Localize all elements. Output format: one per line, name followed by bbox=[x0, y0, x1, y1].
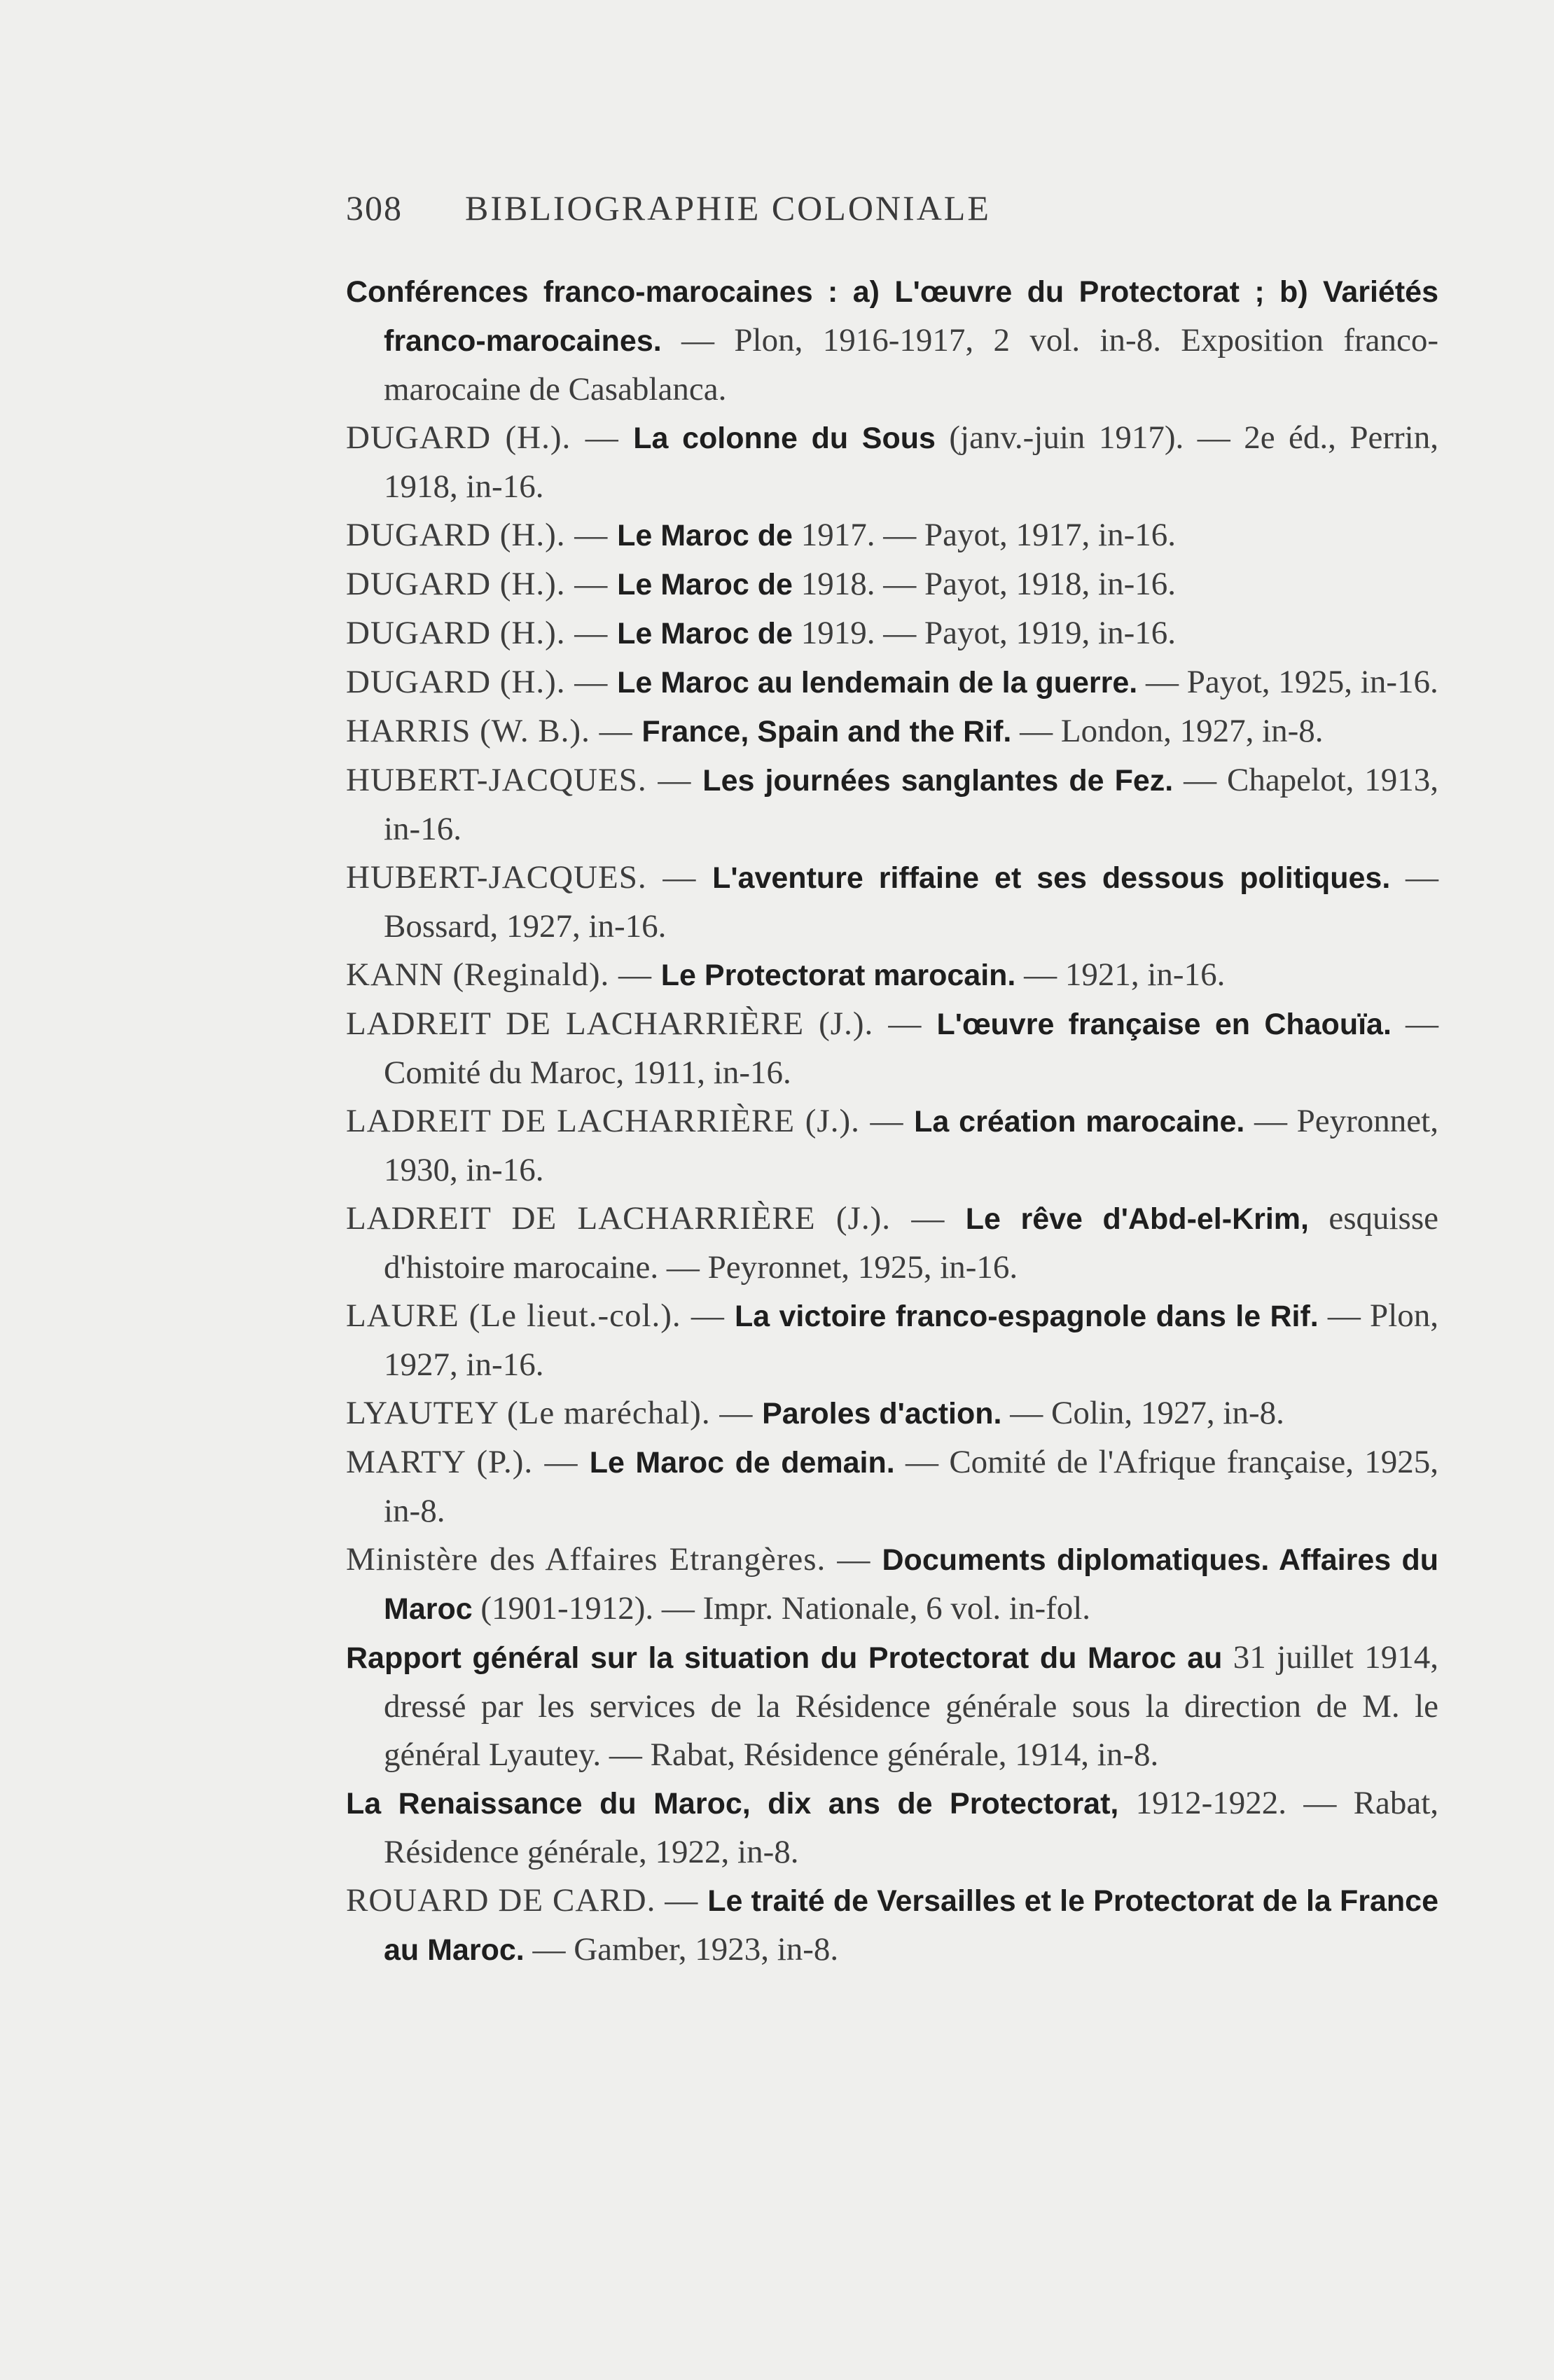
entry-title: Le traité de Versailles et le Protectorat de la France au Maroc. bbox=[384, 1884, 1439, 1967]
entry-author: HUBERT-JACQUES. — bbox=[346, 762, 703, 798]
bibliography-entry bbox=[346, 414, 1438, 511]
entry-details: — Chapelot, 1913, in-16. bbox=[384, 762, 1439, 847]
entry-author: KANN (Reginald). — bbox=[346, 956, 661, 993]
entry-details: — Plon, 1916-1917, 2 vol. in-8. Exposition franco-marocaine de Casablanca. bbox=[384, 322, 1438, 408]
entry-details: — Comité de l'Afrique française, 1925, in-8. bbox=[384, 1444, 1438, 1529]
entry-title: Les journées sanglantes de Fez. bbox=[702, 764, 1174, 798]
entry-details: — Colin, 1927, in-8. bbox=[1001, 1395, 1284, 1431]
entry-title: L'aventure riffaine et ses dessous politiques. bbox=[712, 861, 1391, 895]
entry-author: HUBERT-JACQUES. — bbox=[346, 859, 713, 896]
entry-author: LADREIT DE LACHARRIÈRE (J.). — bbox=[346, 1103, 915, 1139]
entry-details: (1901-1912). — Impr. Nationale, 6 vol. in-fol. bbox=[472, 1590, 1091, 1627]
entry-author: LADREIT DE LACHARRIÈRE (J.). — bbox=[346, 1005, 937, 1042]
bibliography-entry bbox=[346, 1097, 1438, 1195]
bibliography-entry bbox=[346, 854, 1438, 951]
bibliography-entry bbox=[346, 1536, 1438, 1634]
entry-title: Rapport général sur la situation du Protectorat du Maroc au bbox=[346, 1641, 1223, 1675]
entry-details: — Comité du Maroc, 1911, in-16. bbox=[384, 1005, 1438, 1091]
entry-details: — Plon, 1927, in-16. bbox=[384, 1297, 1438, 1383]
entry-details: 1918. — Payot, 1918, in-16. bbox=[792, 566, 1176, 602]
bibliography-entry bbox=[346, 1438, 1438, 1536]
entry-title: Conférences franco-marocaines : a) L'œuvre du Protectorat ; b) Variétés franco-marocaines. bbox=[346, 275, 1438, 358]
bibliography-entry bbox=[346, 658, 1438, 707]
entry-title: Paroles d'action. bbox=[762, 1397, 1002, 1431]
entry-details: — Payot, 1925, in-16. bbox=[1137, 664, 1438, 700]
bibliography-entry bbox=[346, 267, 1438, 414]
entry-details: 1919. — Payot, 1919, in-16. bbox=[792, 615, 1176, 651]
entry-details: esquisse d'histoire marocaine. — Peyronnet, 1925, in-16. bbox=[384, 1200, 1438, 1286]
entry-title: Le rêve d'Abd-el-Krim, bbox=[965, 1202, 1309, 1236]
running-head bbox=[346, 188, 1438, 228]
entry-title: France, Spain and the Rif. bbox=[641, 715, 1012, 749]
entry-title: La Renaissance du Maroc, dix ans de Protectorat, bbox=[346, 1787, 1119, 1821]
running-title: BIBLIOGRAPHIE COLONIALE bbox=[465, 188, 991, 228]
entry-details: — 1921, in-16. bbox=[1015, 956, 1226, 993]
entry-title: Le Maroc de bbox=[617, 519, 793, 552]
entry-title: L'œuvre française en Chaouïa. bbox=[936, 1008, 1392, 1041]
entry-author: LAURE (Le lieut.-col.). — bbox=[346, 1297, 735, 1334]
bibliography-entry bbox=[346, 1779, 1438, 1877]
entry-title: Le Maroc au lendemain de la guerre. bbox=[617, 666, 1138, 700]
bibliography-entry bbox=[346, 511, 1438, 560]
entry-author: ROUARD DE CARD. — bbox=[346, 1882, 708, 1919]
entry-title: La colonne du Sous bbox=[633, 422, 936, 455]
entry-details: 1912-1922. — Rabat, Résidence générale, 1922, in-8. bbox=[384, 1785, 1438, 1870]
bibliography-entry bbox=[346, 1000, 1438, 1097]
bibliography-entry bbox=[346, 1877, 1438, 1975]
entry-details: 1917. — Payot, 1917, in-16. bbox=[792, 517, 1176, 553]
entry-title: Le Maroc de demain. bbox=[589, 1446, 895, 1480]
entry-author: LADREIT DE LACHARRIÈRE (J.). — bbox=[346, 1200, 966, 1237]
entry-details: 31 juillet 1914, dressé par les services de la Résidence générale sous la direction de M. le général Lyautey. — Rabat, Résidence générale, 1914, in-8. bbox=[384, 1639, 1438, 1773]
entry-details: — London, 1927, in-8. bbox=[1011, 713, 1324, 749]
entry-details: — Bossard, 1927, in-16. bbox=[384, 859, 1439, 945]
entry-author: LYAUTEY (Le maréchal). — bbox=[346, 1395, 763, 1431]
entry-title: Le Maroc de bbox=[617, 568, 793, 601]
bibliography-entry bbox=[346, 707, 1438, 756]
entry-title: La création marocaine. bbox=[914, 1105, 1245, 1139]
entry-author: DUGARD (H.). — bbox=[346, 517, 618, 553]
bibliography-entry bbox=[346, 560, 1438, 609]
entry-title: La victoire franco-espagnole dans le Rif. bbox=[734, 1300, 1319, 1333]
entry-author: DUGARD (H.). — bbox=[346, 419, 634, 456]
bibliography-entry bbox=[346, 756, 1438, 854]
bibliography-entry bbox=[346, 1634, 1438, 1779]
entry-title: Le Maroc de bbox=[617, 617, 793, 650]
entry-details: — Gamber, 1923, in-8. bbox=[524, 1931, 839, 1968]
entry-author: DUGARD (H.). — bbox=[346, 664, 618, 700]
entry-title: Le Protectorat marocain. bbox=[660, 959, 1016, 992]
entry-author: DUGARD (H.). — bbox=[346, 566, 618, 602]
entry-author: MARTY (P.). — bbox=[346, 1444, 590, 1480]
bibliography-entry bbox=[346, 1292, 1438, 1389]
page-number: 308 bbox=[346, 188, 403, 228]
bibliography-entry bbox=[346, 1389, 1438, 1438]
entry-details: — Peyronnet, 1930, in-16. bbox=[384, 1103, 1438, 1188]
entry-title: Documents diplomatiques. Affaires du Maroc bbox=[384, 1543, 1438, 1626]
entry-details: (janv.-juin 1917). — 2e éd., Perrin, 1918, in-16. bbox=[384, 419, 1438, 505]
entry-author: Ministère des Affaires Etrangères. — bbox=[346, 1541, 882, 1578]
bibliography-entry bbox=[346, 1195, 1438, 1292]
entry-author: HARRIS (W. B.). — bbox=[346, 713, 642, 749]
bibliography-entry bbox=[346, 609, 1438, 658]
bibliography-entry bbox=[346, 951, 1438, 1000]
entry-author: DUGARD (H.). — bbox=[346, 615, 618, 651]
bibliography-list bbox=[346, 267, 1438, 1975]
